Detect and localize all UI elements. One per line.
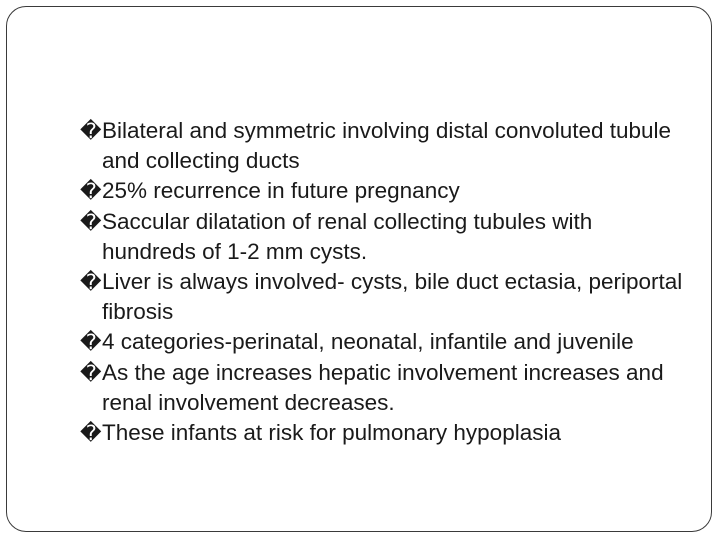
bullet-item <box>80 267 690 327</box>
bullet-marker-icon: � <box>80 270 102 295</box>
bullet-item <box>80 207 690 267</box>
bullet-text: These infants at risk for pulmonary hypoplasia <box>102 420 561 446</box>
bullet-item <box>80 116 690 176</box>
bullet-item <box>80 358 690 418</box>
bullet-item <box>80 176 690 206</box>
bullet-marker-icon: � <box>80 330 102 355</box>
bullet-marker-icon: � <box>80 421 102 446</box>
bullet-list <box>80 116 690 448</box>
bullet-text: As the age increases hepatic involvement increases and renal involvement decreases. <box>102 359 664 415</box>
bullet-text: Saccular dilatation of renal collecting tubules with hundreds of 1-2 mm cysts. <box>102 208 593 264</box>
bullet-text: 25% recurrence in future pregnancy <box>102 178 460 204</box>
bullet-marker-icon: � <box>80 209 102 234</box>
bullet-text: Bilateral and symmetric involving distal convoluted tubule and collecting ducts <box>102 118 672 174</box>
bullet-item <box>80 418 690 448</box>
bullet-text: 4 categories-perinatal, neonatal, infantile and juvenile <box>102 329 634 355</box>
bullet-text: Liver is always involved- cysts, bile duct ectasia, periportal fibrosis <box>102 269 683 325</box>
bullet-item <box>80 327 690 357</box>
bullet-marker-icon: � <box>80 179 102 204</box>
bullet-marker-icon: � <box>80 360 102 385</box>
bullet-marker-icon: � <box>80 119 102 143</box>
